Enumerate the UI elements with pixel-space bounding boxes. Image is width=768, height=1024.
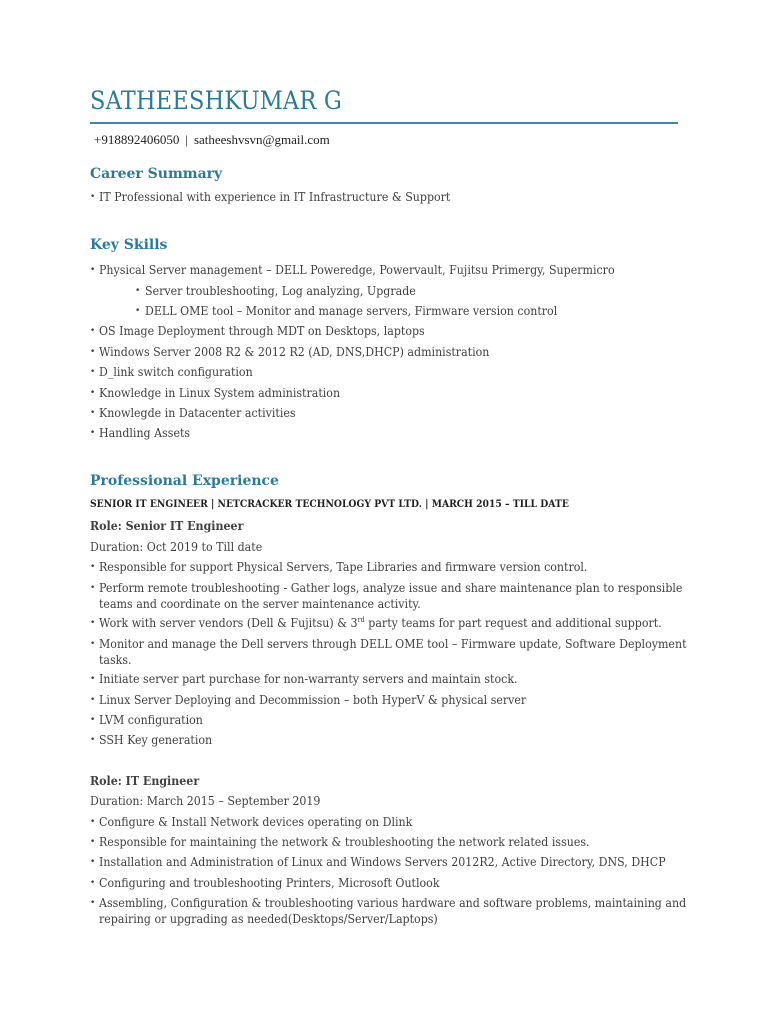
- bullet-icon: •: [90, 817, 96, 827]
- bullet-icon: •: [90, 735, 96, 745]
- duty-item: Responsible for support Physical Servers, Tape Libraries and firmware version control.: [99, 560, 588, 574]
- duty-item: Initiate server part purchase for non-warranty servers and maintain stock.: [99, 672, 518, 686]
- duty-item-continued: tasks.: [99, 653, 132, 667]
- skill-item: Physical Server management – DELL Poweredge, Powervault, Fujitsu Primergy, Supermicro: [99, 263, 615, 277]
- career-summary-heading: Career Summary: [90, 166, 223, 182]
- bullet-icon: •: [135, 306, 141, 316]
- bullet-icon: •: [90, 408, 96, 418]
- role-duration: Duration: Oct 2019 to Till date: [90, 540, 263, 554]
- contact-line: [94, 132, 330, 148]
- bullet-icon: •: [90, 695, 96, 705]
- skill-item: D_link switch configuration: [99, 365, 253, 379]
- duty-text-continued: party teams for part request and additional support.: [364, 616, 662, 630]
- duty-item: LVM configuration: [99, 713, 203, 727]
- skill-item: Knowledge in Linux System administration: [99, 386, 341, 400]
- ordinal-suffix: rd: [357, 616, 365, 624]
- duty-item: Installation and Administration of Linux and Windows Servers 2012R2, Active Directory, DNS, DHCP: [99, 855, 666, 869]
- duty-item: [99, 616, 662, 630]
- duty-item-continued: repairing or upgrading as needed(Desktops/Server/Laptops): [99, 912, 438, 926]
- bullet-icon: •: [90, 618, 96, 628]
- role-duration: Duration: March 2015 – September 2019: [90, 794, 321, 808]
- bullet-icon: •: [90, 857, 96, 867]
- bullet-icon: •: [90, 715, 96, 725]
- bullet-icon: •: [90, 674, 96, 684]
- phone-number: +918892406050: [94, 132, 180, 147]
- bullet-icon: •: [90, 192, 96, 202]
- skill-item: Knowlegde in Datacenter activities: [99, 406, 296, 420]
- duty-item: Perform remote troubleshooting - Gather logs, analyze issue and share maintenance plan to responsible: [99, 581, 683, 595]
- bullet-icon: •: [90, 347, 96, 357]
- candidate-name: SATHEESHKUMAR G: [90, 86, 342, 115]
- bullet-icon: •: [90, 367, 96, 377]
- bullet-icon: •: [90, 326, 96, 336]
- duty-item: Configuring and troubleshooting Printers, Microsoft Outlook: [99, 876, 440, 890]
- bullet-icon: •: [90, 898, 96, 908]
- name-divider: [90, 122, 678, 124]
- skill-subitem: Server troubleshooting, Log analyzing, Upgrade: [145, 284, 416, 298]
- duty-item: Responsible for maintaining the network & troubleshooting the network related issues.: [99, 835, 590, 849]
- key-skills-heading: Key Skills: [90, 237, 168, 253]
- bullet-icon: •: [90, 265, 96, 275]
- bullet-icon: •: [90, 639, 96, 649]
- duty-item-continued: teams and coordinate on the server maintenance activity.: [99, 597, 421, 611]
- bullet-icon: •: [90, 428, 96, 438]
- skill-item: OS Image Deployment through MDT on Desktops, laptops: [99, 324, 425, 338]
- bullet-icon: •: [90, 388, 96, 398]
- skill-subitem: DELL OME tool – Monitor and manage servers, Firmware version control: [145, 304, 558, 318]
- duty-item: SSH Key generation: [99, 733, 213, 747]
- duty-item: Assembling, Configuration & troubleshooting various hardware and software problems, maintaining and: [99, 896, 687, 910]
- skill-item: Windows Server 2008 R2 & 2012 R2 (AD, DNS,DHCP) administration: [99, 345, 490, 359]
- experience-heading: Professional Experience: [90, 473, 279, 489]
- email-address: satheeshvsvn@gmail.com: [193, 132, 330, 147]
- role-title: Role: IT Engineer: [90, 774, 200, 788]
- contact-separator: |: [185, 132, 188, 147]
- company-line: SENIOR IT ENGINEER | NETCRACKER TECHNOLOGY PVT LTD. | MARCH 2015 – TILL DATE: [90, 498, 569, 510]
- duty-item: Linux Server Deploying and Decommission – both HyperV & physical server: [99, 693, 527, 707]
- role-title: Role: Senior IT Engineer: [90, 519, 244, 533]
- skill-item: Handling Assets: [99, 426, 191, 440]
- bullet-icon: •: [135, 286, 141, 296]
- career-summary-item: IT Professional with experience in IT Infrastructure & Support: [99, 190, 451, 204]
- bullet-icon: •: [90, 562, 96, 572]
- duty-item: Configure & Install Network devices operating on Dlink: [99, 815, 413, 829]
- bullet-icon: •: [90, 583, 96, 593]
- bullet-icon: •: [90, 837, 96, 847]
- duty-item: Monitor and manage the Dell servers through DELL OME tool – Firmware update, Software Deployment: [99, 637, 687, 651]
- duty-text: Work with server vendors (Dell & Fujitsu) & 3: [99, 616, 358, 630]
- bullet-icon: •: [90, 878, 96, 888]
